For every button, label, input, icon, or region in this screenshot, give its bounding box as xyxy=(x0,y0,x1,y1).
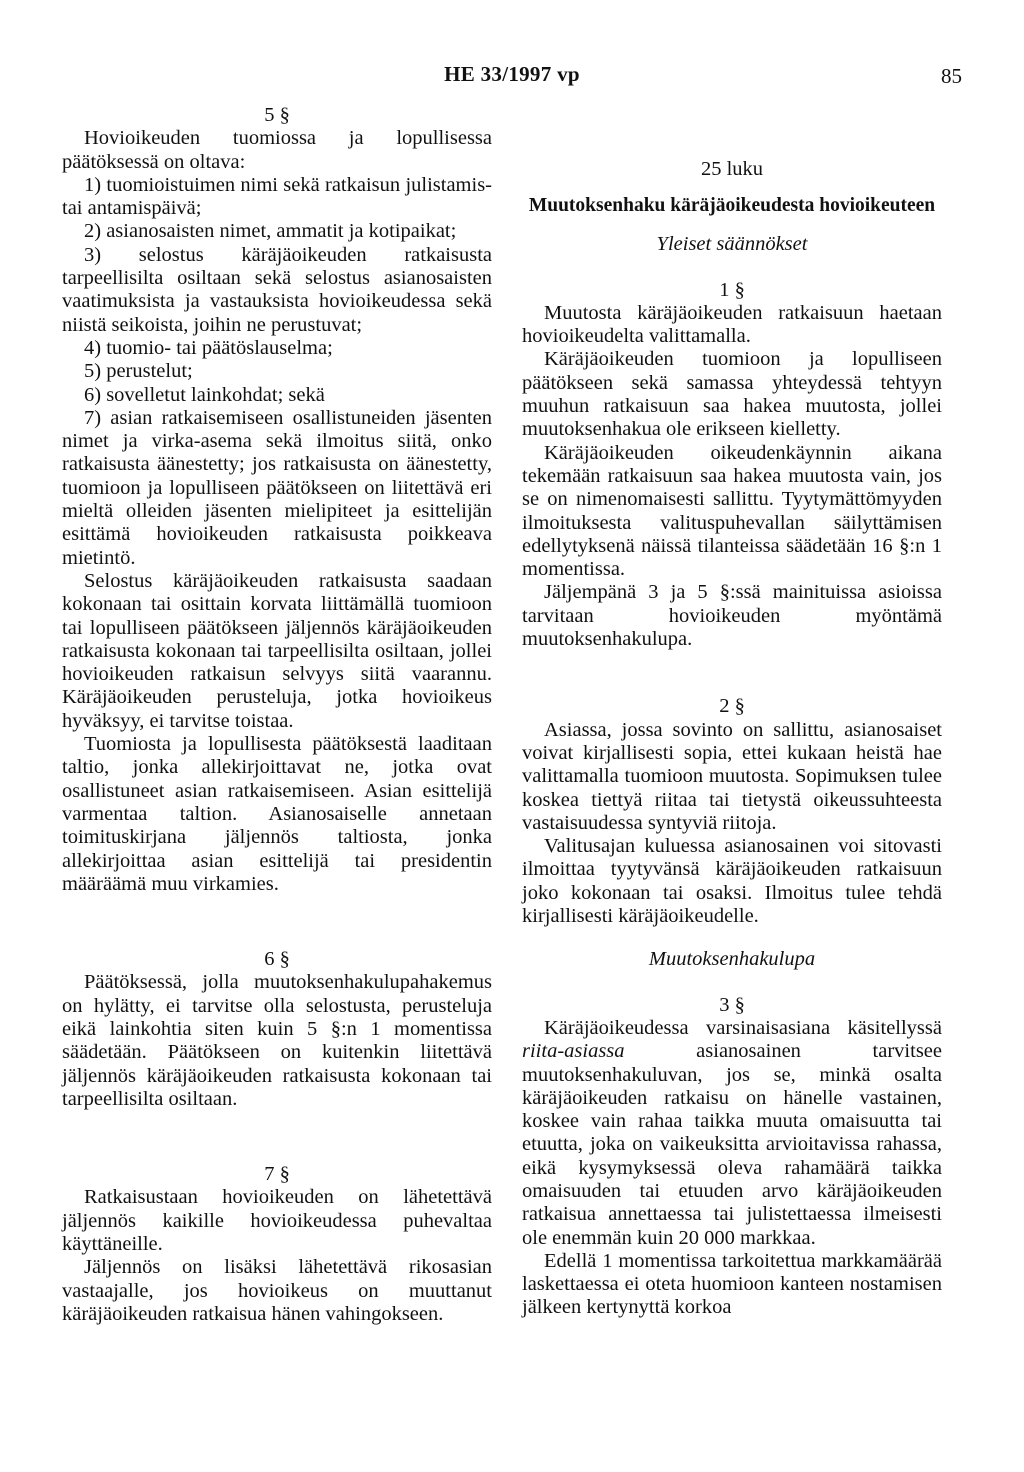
section-3-mark: 3 § xyxy=(719,993,745,1016)
spacer xyxy=(62,1111,492,1163)
spacer xyxy=(522,651,942,695)
section-6-paragraph-1: Päätöksessä, jolla muutoksenhakulupahakemus on hylätty, ei tarvitse olla selostusta, perusteluja eikä lainkohtia siten kuin 5 §:n 1 momentissa säädetään. Päätökseen on kuitenkin liitettävä jäljennös käräjäoikeuden ratkaisusta kokonaan tai tarpeellisilta osiltaan. xyxy=(62,971,492,1110)
section-5-item-1: 1) tuomioistuimen nimi sekä ratkaisun julistamis- tai antamispäivä; xyxy=(62,173,492,220)
document-reference: HE 33/1997 vp xyxy=(444,62,580,86)
section-5-item-7: 7) asian ratkaisemiseen osallistuneiden jäsenten nimet ja virka-asema sekä ilmoitus siitä, onko ratkaisusta äänestetty; jos ratkaisusta on äänestetty, tuomioon ja lopulliseen päätökseen on liitettävä eri mieltä olleiden jäsenten mielipiteet ja esittelijän esittämä hovioikeuden ratkaisusta poikkeava mietintö. xyxy=(62,406,492,569)
section-5-paragraph-2: Selostus käräjäoikeuden ratkaisusta saadaan kokonaan tai osittain korvata liittämällä tuomioon tai lopulliseen päätökseen jäljennös käräjäoikeuden ratkaisusta kokonaan tai tarpeellisilta osiltaan, jollei hovioikeuden ratkaisun selvyys siitä vaarannu. Käräjäoikeuden perusteluja, jotka hovioikeus hyväksyy, ei tarvitse toistaa. xyxy=(62,569,492,732)
spacer xyxy=(62,896,492,948)
section-5-item-4: 4) tuomio- tai päätöslauselma; xyxy=(84,336,333,359)
section-5-item-6: 6) sovelletut lainkohdat; sekä xyxy=(84,383,325,406)
section-2-paragraph-1: Asiassa, jossa sovinto on sallittu, asianosaiset voivat kirjallisesti sopia, ettei kukaan heistä hae valittamalla tuomioon muutosta. Sopimuksen tulee koskea tiettyä riitaa tai tietystä oikeussuhteesta vastaisuudessa syntyviä riitoja. xyxy=(522,718,942,834)
section-5-paragraph-3: Tuomiosta ja lopullisesta päätöksestä laaditaan taltio, jonka allekirjoittavat ne, jotka ovat osallistuneet asian ratkaisemiseen. Asian esittelijä varmentaa taltion. Asianosaiselle annetaan toimituskirjana jäljennös taltiosta, jonka allekirjoittaa asian esittelijä tai presidentin määräämä muu virkamies. xyxy=(62,733,492,895)
section-3-text-b: asianosainen tarvitsee muutoksenhakuluvan, jos se, minkä osalta käräjäoikeuden ratkaisu on hänelle vastainen, koskee vain rahaa taikka muuta omaisuutta tai etuutta, joka on vaikeuksitta arvioitavissa rahassa, eikä kysymyksessä oleva rahamäärä taikka omaisuuden tai etuuden arvo käräjäoikeuden ratkaisua annettaessa tai julistettaessa ilmeisesti ole enemmän kuin 20 000 markkaa. xyxy=(522,1040,942,1249)
section-1-paragraph-2: Käräjäoikeuden tuomioon ja lopulliseen päätökseen sekä samassa yhteydessä tehtyyn muuhun ratkaisuun saa hakea muutosta, jollei muutoksenhakua ole erikseen kielletty. xyxy=(522,348,942,441)
section-5-mark: 5 § xyxy=(264,104,290,126)
right-column xyxy=(522,158,942,1320)
section-1-paragraph-3: Käräjäoikeuden oikeudenkäynnin aikana tekemään ratkaisuun saa hakea muutosta vain, jos se on nimenomaisesti sallittu. Tyytymättömyyden ilmoituksesta valituspuhevallan säilyttämisen edellytyksenä näissä tilanteissa säädetään 16 §:n 1 momentissa. xyxy=(522,441,942,581)
subheading-appeal-permission: Muutoksenhakulupa xyxy=(648,948,816,971)
section-6-mark: 6 § xyxy=(264,948,290,971)
section-3-paragraph-1 xyxy=(522,1017,942,1250)
section-1-mark: 1 § xyxy=(719,278,745,301)
chapter-title: Muutoksenhaku käräjäoikeudesta hovioikeuteen xyxy=(528,195,936,217)
section-2-mark: 2 § xyxy=(719,695,745,718)
section-5-item-2: 2) asianosaisten nimet, ammatit ja kotipaikat; xyxy=(84,220,457,243)
left-column xyxy=(62,104,492,1326)
section-7-paragraph-1: Ratkaisustaan hovioikeuden on lähetettävä jäljennös kaikille hovioikeudessa puhevaltaa käyttäneille. xyxy=(62,1186,492,1256)
section-1-paragraph-4: Jäljempänä 3 ja 5 §:ssä mainituissa asioissa tarvitaan hovioikeuden myöntämä muutoksenhakulupa. xyxy=(522,581,942,651)
section-3-text-a: Käräjäoikeudessa varsinaisasiana käsitellyssä xyxy=(544,1016,942,1039)
section-3-emphasis: riita-asiassa xyxy=(522,1040,625,1063)
section-5-item-3: 3) selostus käräjäoikeuden ratkaisusta tarpeellisilta osiltaan sekä selostus asianosaisten vaatimuksista ja vastauksista hovioikeudessa sekä niistä seikoista, joihin ne perustuvat; xyxy=(62,243,492,336)
section-5-item-5: 5) perustelut; xyxy=(84,360,193,383)
section-3-paragraph-2: Edellä 1 momentissa tarkoitettua markkamäärää laskettaessa ei oteta huomioon kanteen nostamisen jälkeen kertynyttä korkoa xyxy=(522,1249,942,1319)
page-header xyxy=(0,62,1024,102)
section-1-paragraph-1: Muutosta käräjäoikeuden ratkaisuun haetaan hovioikeudelta valittamalla. xyxy=(522,301,942,348)
page-number: 85 xyxy=(941,64,962,88)
spacer xyxy=(522,928,942,948)
section-7-paragraph-2: Jäljennös on lisäksi lähetettävä rikosasian vastaajalle, jos hovioikeus on muuttanut käräjäoikeuden ratkaisua hänen vahingokseen. xyxy=(62,1256,492,1325)
section-5-intro: Hovioikeuden tuomiossa ja lopullisessa päätöksessä on oltava: xyxy=(62,127,492,173)
chapter-number: 25 luku xyxy=(700,158,764,180)
section-7-mark: 7 § xyxy=(264,1163,290,1186)
section-2-paragraph-2: Valitusajan kuluessa asianosainen voi sitovasti ilmoittaa tyytyvänsä käräjäoikeuden ratkaisuun joko kokonaan tai osaksi. Ilmoitus tulee tehdä kirjallisesti käräjäoikeudelle. xyxy=(522,835,942,928)
subheading-general-provisions: Yleiset säännökset xyxy=(656,233,808,256)
